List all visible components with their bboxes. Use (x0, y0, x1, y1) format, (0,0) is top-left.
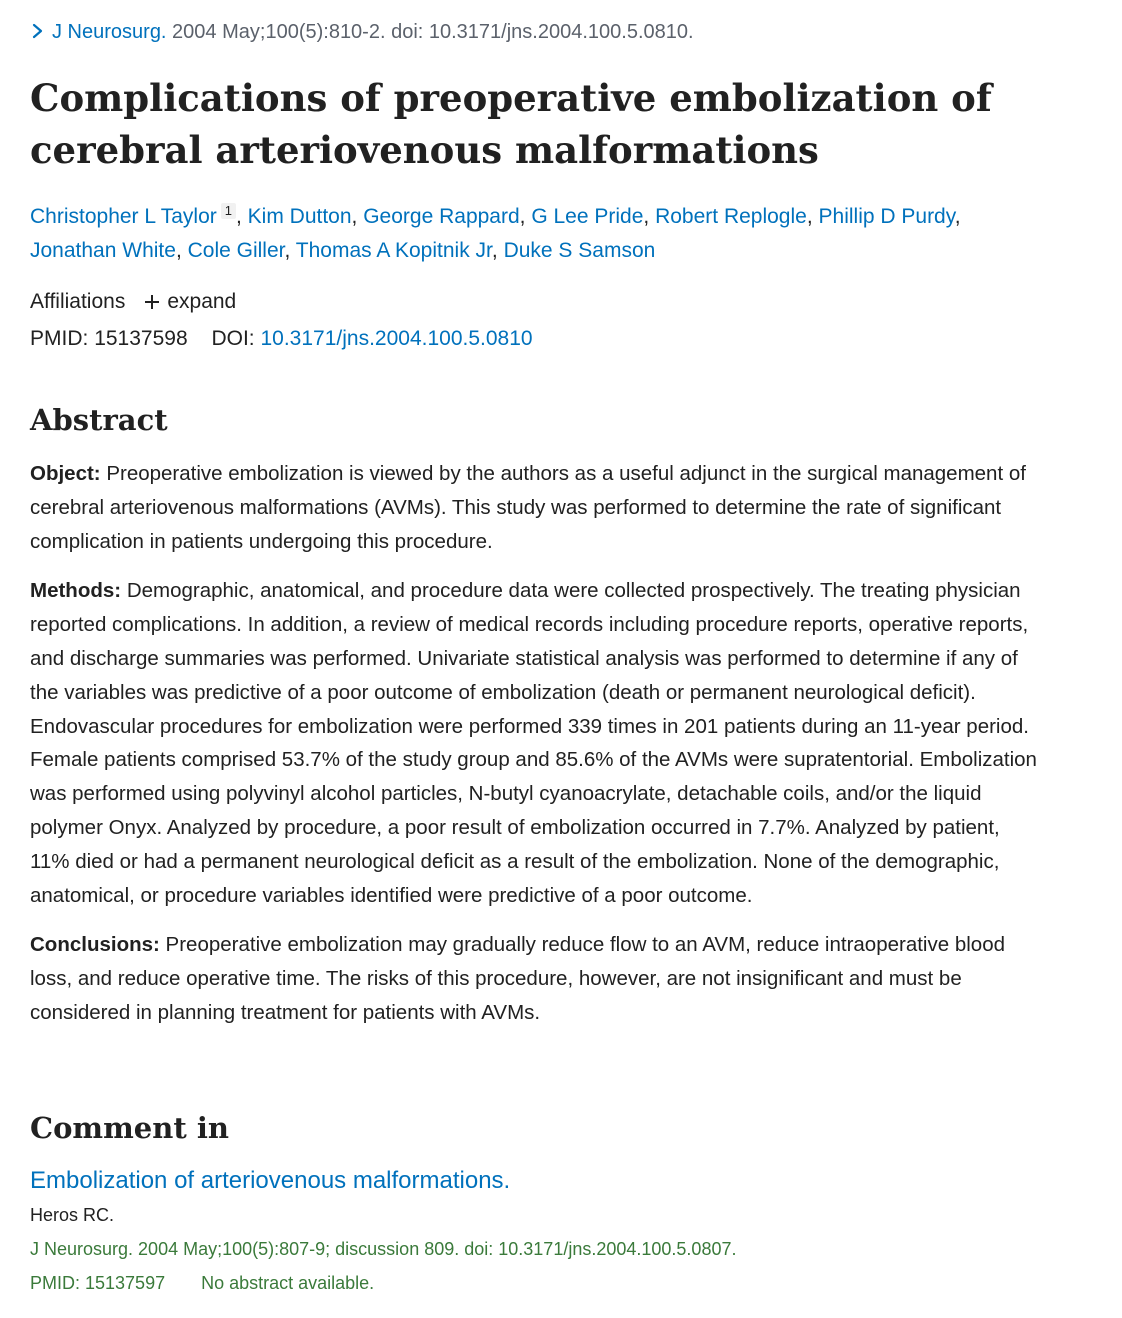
author-link[interactable]: Thomas A Kopitnik Jr (295, 239, 492, 262)
article-title: Complications of preoperative embolization of cerebral arteriovenous malformations (30, 76, 992, 172)
author-link[interactable]: G Lee Pride (531, 205, 644, 228)
abstract-section-text: Demographic, anatomical, and procedure data were collected prospectively. The treating physician reported complications. In addition, a review of medical records including procedure reports, operative reports, and discharge summaries was performed. Univariate statistical analysis was performed to determine if any of the variables was predictive of a poor outcome of embolization (death or permanent neurological deficit). Endovascular procedures for embolization were performed 339 times in 201 patients during an 11-year period. Female patients comprised 53.7% of the study group and 85.6% of the AVMs were supratentorial. Embolization was performed using polyvinyl alcohol particles, N-butyl cyanoacrylate, detachable coils, and/or the liquid polymer Onyx. Analyzed by procedure, a poor result of embolization occurred in 7.7%. Analyzed by patient, 11% died or had a permanent neurological deficit as a result of the embolization. None of the demographic, anatomical, or procedure variables identified were predictive of a poor outcome. (30, 579, 1037, 907)
abstract-section-label: Methods: (30, 579, 122, 603)
abstract-section-methods (30, 574, 1042, 912)
abstract-section-object (30, 457, 1042, 558)
author-link[interactable]: Kim Dutton (247, 205, 352, 228)
comment-identifiers (30, 1266, 1040, 1300)
journal-citation (30, 19, 694, 45)
author-separator: , (236, 205, 248, 228)
author-separator: , (519, 205, 532, 228)
pmid-value: 15137598 (94, 327, 188, 350)
comment-in-heading: Comment in (30, 1111, 229, 1145)
abstract-section-conclusions (30, 928, 1042, 1029)
author-separator: , (954, 205, 961, 228)
affiliation-marker[interactable]: 1 (221, 203, 236, 219)
author-separator: , (175, 239, 188, 262)
comment-title-link[interactable]: Embolization of arteriovenous malformations. (30, 1167, 511, 1194)
author-separator: , (491, 239, 504, 262)
abstract-section-text: Preoperative embolization is viewed by the authors as a useful adjunct in the surgical management of cerebral arteriovenous malformations (AVMs). This study was performed to determine the rate of significant complication in patients undergoing this procedure. (30, 462, 1026, 553)
expand-label[interactable]: expand (167, 290, 237, 313)
doi-link[interactable]: 10.3171/jns.2004.100.5.0810 (260, 327, 533, 350)
author-link[interactable]: Christopher L Taylor (30, 205, 217, 228)
chevron-right-icon[interactable] (30, 20, 46, 42)
author-link[interactable]: Phillip D Purdy (818, 205, 955, 228)
plus-icon (143, 293, 161, 311)
citation-details: 2004 May;100(5):810-2. doi: 10.3171/jns.2004.100.5.0810. (166, 21, 694, 43)
author-link[interactable]: Robert Replogle (655, 205, 807, 228)
author-separator: , (351, 205, 364, 228)
comment-authors: Heros RC. (30, 1205, 115, 1225)
abstract-body (30, 457, 1042, 1046)
author-separator: , (284, 239, 296, 262)
abstract-section-text: Preoperative embolization may gradually reduce flow to an AVM, reduce intraoperative blood loss, and reduce operative time. The risks of this procedure, however, are not insignificant and must be considered in planning treatment for patients with AVMs. (30, 933, 1005, 1024)
comment-pmid: PMID: 15137597 (30, 1273, 166, 1293)
comment-item (30, 1163, 1040, 1300)
author-link[interactable]: Duke S Samson (503, 239, 656, 262)
abstract-heading: Abstract (30, 403, 168, 437)
abstract-section-label: Conclusions: (30, 933, 160, 957)
comment-citation: J Neurosurg. 2004 May;100(5):807-9; discussion 809. doi: 10.3171/jns.2004.100.5.0807. (30, 1239, 737, 1259)
pmid-label: PMID: (30, 327, 89, 350)
no-abstract-note: No abstract available. (201, 1273, 375, 1293)
abstract-section-label: Object: (30, 462, 101, 485)
affiliations-toggle[interactable] (30, 287, 236, 317)
author-link[interactable]: George Rappard (363, 205, 520, 228)
author-link[interactable]: Jonathan White (30, 239, 176, 262)
author-link[interactable]: Cole Giller (187, 239, 285, 262)
doi-label: DOI: (211, 327, 255, 350)
article-identifiers (30, 324, 533, 354)
affiliations-label: Affiliations (30, 290, 126, 313)
author-separator: , (643, 205, 656, 228)
author-separator: , (806, 205, 819, 228)
journal-link[interactable]: J Neurosurg. (52, 21, 167, 43)
author-list (30, 200, 1040, 268)
